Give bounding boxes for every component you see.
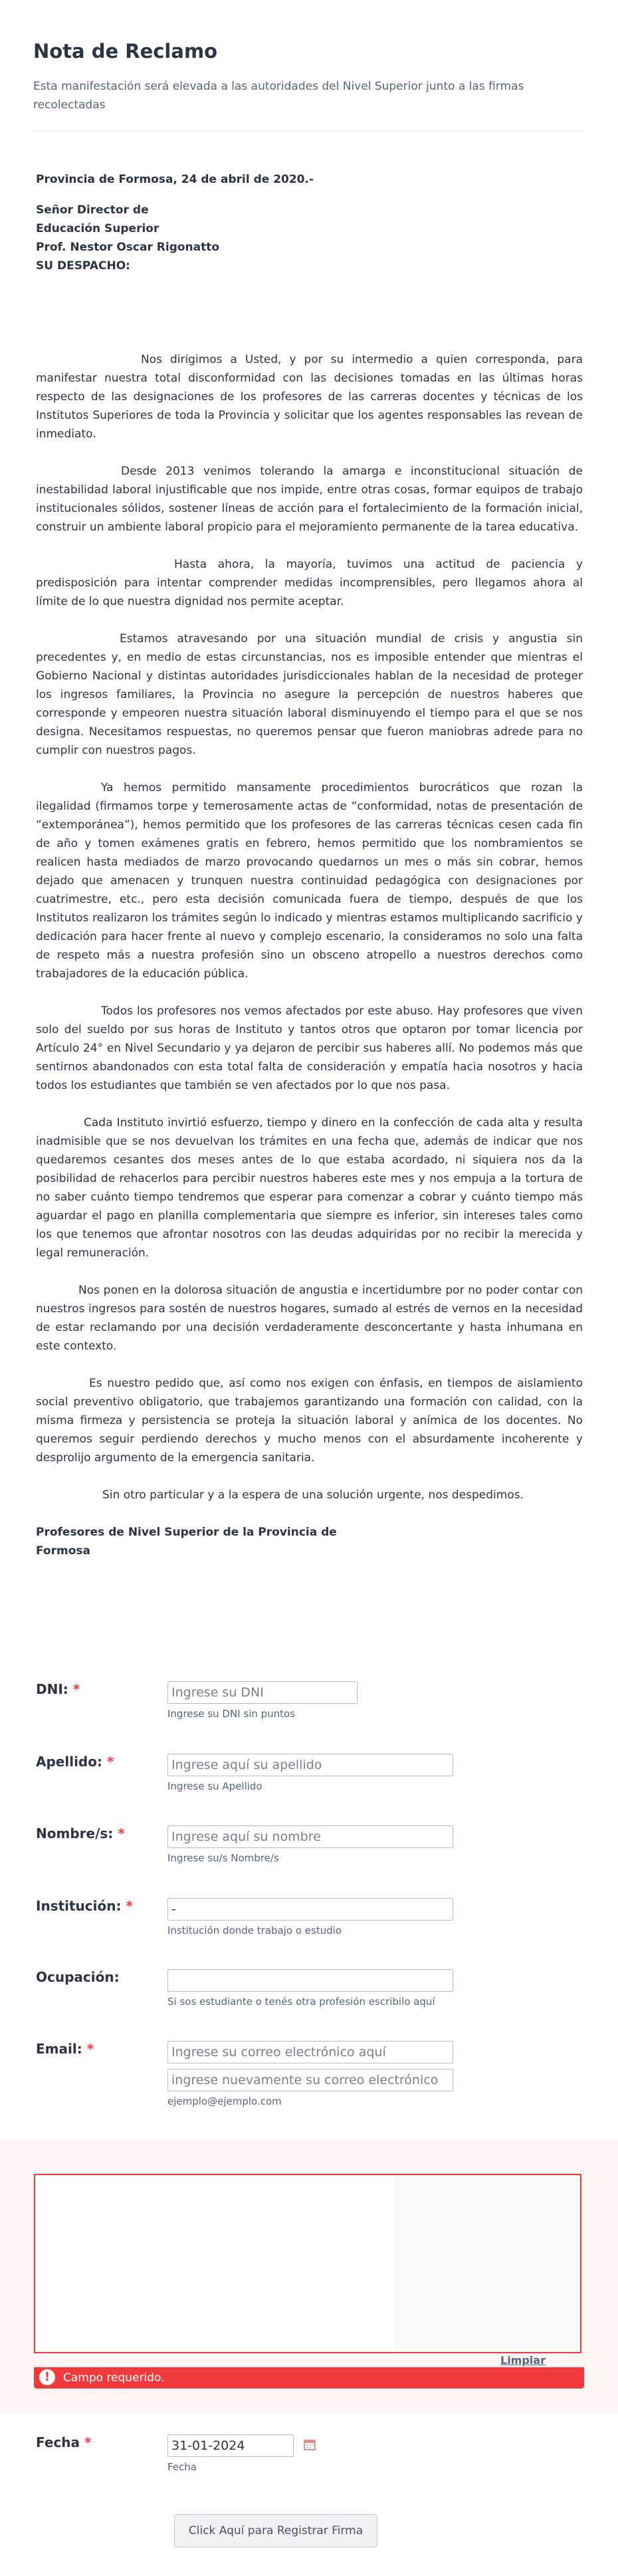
letter-paragraph: Estamos atravesando por una situación mundial de crisis y angustia sin precedentes y, en medio de estas circunstancias, nos es imposible entender que mientras el Gobierno Nacional y distintas autoridades jurisdiccionales hablan de la necesidad de proteger los ingresos familiares, la Provincia no asegure la percepción de nuestros haberes que corresponde y empeoren nuestra situación laboral disminuyendo el tiempo para el que se nos designa. Necesitamos respuestas, no queremos pensar que fueron maniobras adrede para no cumplir con nuestros pagos. xyxy=(36,632,583,757)
letter-body xyxy=(36,350,583,1560)
required-mark: * xyxy=(84,2434,92,2450)
dni-label-text: DNI: xyxy=(36,1681,68,1697)
recipient-line: Educación Superior xyxy=(36,222,159,235)
letter-place-date: Provincia de Formosa, 24 de abril de 2020.- xyxy=(36,173,314,186)
required-mark: * xyxy=(72,1681,80,1697)
letter-text xyxy=(36,170,583,1560)
fecha-sublabel: Fecha xyxy=(167,2461,197,2473)
error-text: Campo requerido. xyxy=(63,2371,165,2385)
required-mark: * xyxy=(86,2041,94,2057)
fecha-label-text: Fecha xyxy=(36,2434,80,2450)
required-mark: * xyxy=(118,1825,125,1841)
letter-paragraph: Ya hemos permitido mansamente procedimientos burocráticos que rozan la ilegalidad (firmamos torpe y temerosamente actas de “conformidad, notas de presentación de “extemporánea”), hemos permitido que los profesores de las carreras técnicas cesen cada fin de año y tomen exámenes gratis en febrero, hemos permitido que los nombramientos se realicen hasta mediados de marzo provocando quedarnos un mes o más sin cobrar, hemos dejado que amenacen y trunquen nuestra continuidad pedagógica con designaciones por cuatrimestre, etc., pero esta decisión comunicada fuera de tiempo, después de que los Institutos realizaron los trámites según lo indicado y mientras estamos multiplicando sacrificio y dedicación para hacer frente al nuevo y complejo escenario, la consideramos no solo una falta de respeto más a nuestra profesión sino un obsceno atropello a nuestros derechos como trabajadores de la educación pública. xyxy=(36,781,583,981)
letter-paragraph: Nos ponen en la dolorosa situación de angustia e incertidumbre por no poder contar con nuestros ingresos para sostén de nuestros hogares, sumado al estrés de vernos en la necesidad de estar reclamando por una decisión verdaderamente desconcertante y hasta inhumana en este contexto. xyxy=(36,1284,583,1353)
ocupacion-label: Ocupación: xyxy=(36,1969,120,1985)
letter-paragraph: Es nuestro pedido que, así como nos exigen con énfasis, en tiempos de aislamiento social preventivo obligatorio, que trabajemos garantizando una formación con calidad, con la misma firmeza y persistencia se proteja la situación laboral y anímica de los docentes. No queremos seguir perdiendo derechos y mucho menos con el absurdamente incoherente y desprolijo argumento de la emergencia sanitaria. xyxy=(36,1377,583,1464)
institucion-sublabel: Institución donde trabajo o estudio xyxy=(167,1925,342,1936)
nombre-sublabel: Ingrese su/s Nombre/s xyxy=(167,1852,279,1864)
recipient-line: SU DESPACHO: xyxy=(36,259,130,273)
submit-button[interactable]: Click Aquí para Registrar Firma xyxy=(174,2514,377,2547)
email-label-text: Email: xyxy=(36,2041,82,2057)
apellido-label-text: Apellido: xyxy=(36,1754,102,1770)
page-title: Nota de Reclamo xyxy=(33,40,218,62)
institucion-input[interactable] xyxy=(167,1898,453,1921)
required-mark: * xyxy=(106,1754,114,1770)
recipient-line: Prof. Nestor Oscar Rigonatto xyxy=(36,241,220,254)
letter-paragraph: Nos dirigimos a Usted, y por su intermedio a quien corresponda, para manifestar nuestra total disconformidad con las decisiones tomadas en las últimas horas respecto de las designaciones de los profesores de las carreras docentes y técnicas de los Institutos Superiores de toda la Provincia y solicitar que los agentes responsables las revean de inmediato. xyxy=(36,353,583,441)
apellido-label xyxy=(36,1754,114,1770)
letter-signature: Profesores de Nivel Superior de la Provincia de Formosa xyxy=(36,1526,337,1558)
signature-pad[interactable] xyxy=(34,2174,581,2353)
calendar-icon[interactable] xyxy=(304,2438,316,2453)
signature-section xyxy=(0,2139,618,2413)
form-header xyxy=(33,40,585,114)
error-message xyxy=(34,2367,584,2389)
nombre-label xyxy=(36,1825,125,1841)
fecha-label xyxy=(36,2434,91,2450)
dni-input[interactable] xyxy=(167,1681,358,1704)
fecha-input[interactable] xyxy=(167,2434,294,2457)
nombre-input[interactable] xyxy=(167,1825,453,1848)
email-confirm-input[interactable] xyxy=(167,2069,453,2091)
header-divider xyxy=(33,130,585,131)
apellido-sublabel: Ingrese su Apellido xyxy=(167,1780,262,1792)
letter-paragraph: Todos los profesores nos vemos afectados por este abuso. Hay profesores que viven solo del sueldo por sus horas de Instituto y tantos otros que optaron por tomar licencia por Artículo 24° en Nivel Secundario y ya dejaron de percibir sus haberes allí. No podemos más que sentirnos abandonados con esta total falta de consideración y empatía hacia nosotros y hacia todos los estudiantes que también se ven afectados por lo que nos pasa. xyxy=(36,1004,583,1092)
letter-paragraph: Sin otro particular y a la espera de una solución urgente, nos despedimos. xyxy=(102,1488,524,1502)
dni-sublabel: Ingrese su DNI sin puntos xyxy=(167,1708,296,1720)
signature-canvas[interactable] xyxy=(35,2175,394,2352)
letter-recipient xyxy=(36,201,583,275)
apellido-input[interactable] xyxy=(167,1754,453,1776)
letter-paragraph: Desde 2013 venimos tolerando la amarga e inconstitucional situación de inestabilidad laboral injustificable que nos impide, entre otras cosas, formar equipos de trabajo institucionales sólidos, sostener líneas de acción para el fortalecimiento de la formación inicial, construir un ambiente laboral propicio para el mejoramiento permanente de la tarea educativa. xyxy=(36,465,583,534)
clear-signature-link[interactable]: Limpiar xyxy=(500,2354,546,2367)
ocupacion-sublabel: Si sos estudiante o tenés otra profesión escribilo aquí xyxy=(167,1996,435,2008)
ocupacion-input[interactable] xyxy=(167,1969,453,1992)
required-mark: * xyxy=(126,1898,133,1914)
email-label xyxy=(36,2041,94,2057)
page-subtitle: Esta manifestación será elevada a las autoridades del Nivel Superior junto a las firmas recolectadas xyxy=(33,80,524,112)
email-input[interactable] xyxy=(167,2041,453,2063)
email-sublabel: ejemplo@ejemplo.com xyxy=(167,2095,282,2107)
institucion-label xyxy=(36,1898,133,1914)
dni-label xyxy=(36,1681,80,1697)
nombre-label-text: Nombre/s: xyxy=(36,1825,114,1841)
institucion-label-text: Institución: xyxy=(36,1898,122,1914)
letter-paragraph: Hasta ahora, la mayoría, tuvimos una actitud de paciencia y predisposición para intentar comprender medidas incomprensibles, pero llegamos ahora al límite de lo que nuestra dignidad nos permite aceptar. xyxy=(36,558,583,608)
exclamation-icon: ! xyxy=(39,2369,55,2385)
recipient-line: Señor Director de xyxy=(36,203,149,217)
letter-paragraph: Cada Instituto invirtió esfuerzo, tiempo y dinero en la confección de cada alta y resulta inadmisible que se nos devuelvan los trámites en una fecha que, además de indicar que nos quedaremos cesantes dos meses antes de lo que estaba acordado, ni siquiera nos da la posibilidad de rehacerlos para percibir nuestros haberes este mes y nos empuja a la tortura de no saber cuánto tiempo tendremos que esperar para comenzar a cobrar y cuánto tiempo más aguardar el pago en planilla complementaria que siempre es inferior, sin intereses tales como los que tenemos que afrontar nosotros con las deudas adquiridas por no recibir la merecida y legal remuneración. xyxy=(36,1116,583,1260)
